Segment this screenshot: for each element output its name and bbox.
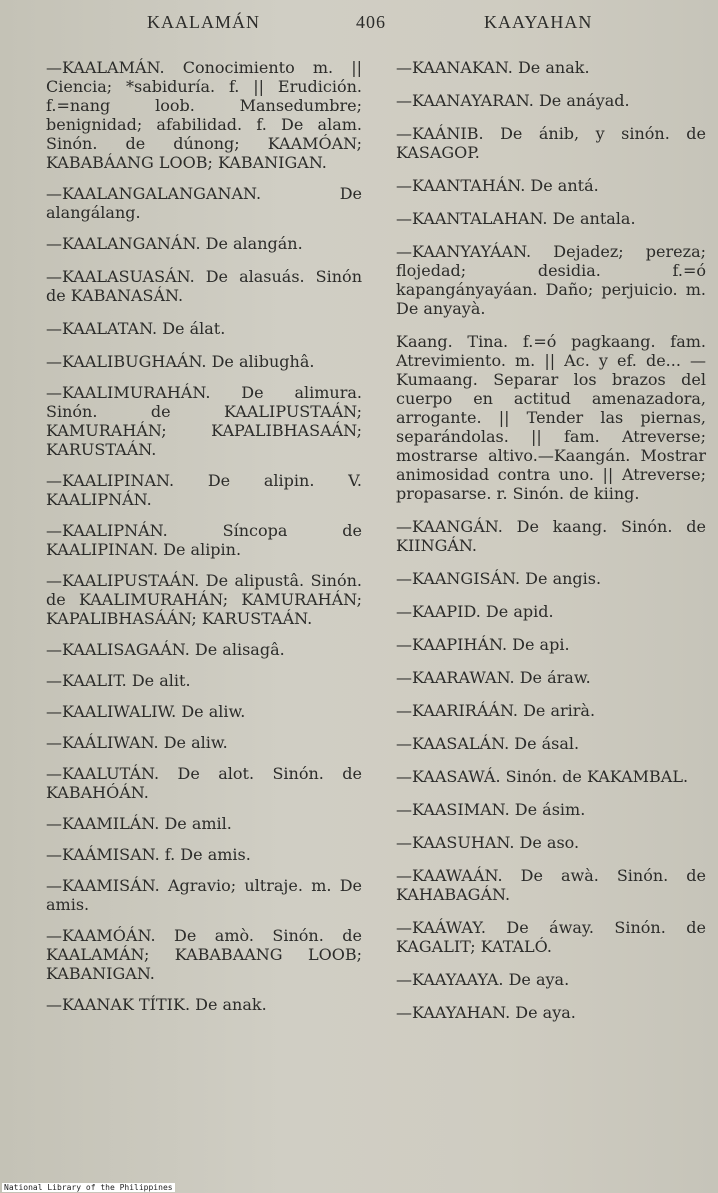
entry: —KAÁWAY. De áway. Sinón. de KAGALIT; KATALÓ. — [396, 918, 706, 956]
entry: —KAANYAYÁAN. Dejadez; pereza; flojedad; desidia. f.=ó kapangányayáan. Daño; perjuicio. m. De anyayà. — [396, 242, 706, 318]
library-footer: National Library of the Philippines — [4, 1183, 173, 1192]
entry: —KAARAWAN. De áraw. — [396, 668, 591, 687]
entry: —KAARIRÁÁN. De arirà. — [396, 701, 596, 720]
entry: —KAALIPNÁN. Síncopa de KAALIPINAN. De alipin. — [46, 521, 362, 559]
entry: —KAANAYARAN. De anáyad. — [396, 91, 630, 110]
entry: —KAALISAGAÁN. De alisagâ. — [46, 640, 285, 659]
header-left-word: KAALAMÁN — [147, 12, 260, 32]
entry: —KAASAWÁ. Sinón. de KAKAMBAL. — [396, 767, 689, 786]
entry: —KAALANGALANGANAN. De alangálang. — [46, 184, 362, 222]
entry: —KAAMISÁN. Agravio; ultraje. m. De amis. — [46, 876, 362, 914]
entry: —KAAPID. De apid. — [396, 602, 554, 621]
page-header — [0, 12, 718, 42]
entry: —KAASALÁN. De ásal. — [396, 734, 580, 753]
entry: —KAALIT. De alit. — [46, 671, 191, 690]
entry: —KAALAMÁN. Conocimiento m. || Ciencia; *sabiduría. f. || Erudición. f.=nang loob. Mansedumbre; benignidad; afabilidad. f. De alam. Sinón. de dúnong; KAAMÓAN; KABABÁANG LOOB; KABANIGAN. — [46, 58, 362, 172]
entry: —KAANAK TÍTIK. De anak. — [46, 995, 267, 1014]
entry: —KAÁMISAN. f. De amis. — [46, 845, 251, 864]
entry: —KAANAKAN. De anak. — [396, 58, 590, 77]
entry: —KAAPIHÁN. De api. — [396, 635, 570, 654]
entry: —KAÁLIWAN. De aliw. — [46, 733, 228, 752]
entry: —KAANTALAHAN. De antala. — [396, 209, 636, 228]
entry: —KAANTAHÁN. De antá. — [396, 176, 599, 195]
right-column — [396, 58, 706, 1022]
entry: Kaang. Tina. f.=ó pagkaang. fam. Atrevimiento. m. || Ac. y ef. de... —Kumaang. Separar los brazos del cuerpo en actitud amenazadora, arrogante. || Tender las piernas, separándolas. || fam. Atreverse; mostrarse altivo.—Kaangán. Mostrar animosidad contra uno. || Atreverse; propasarse. r. Sinón. de kiing. — [396, 332, 706, 503]
page-number: 406 — [356, 12, 386, 32]
entry: —KAALIBUGHAÁN. De alibughâ. — [46, 352, 315, 371]
entry: —KAALIPINAN. De alipin. V. KAALIPNÁN. — [46, 471, 362, 509]
entry: —KAAWAÁN. De awà. Sinón. de KAHABAGÁN. — [396, 866, 706, 904]
entry: —KAALANGANÁN. De alangán. — [46, 234, 303, 253]
header-right-word: KAAYAHAN — [484, 12, 593, 32]
entry: —KAASUHAN. De aso. — [396, 833, 580, 852]
entry: —KAALASUASÁN. De alasuás. Sinón de KABANASÁN. — [46, 267, 362, 305]
entry: —KAANGISÁN. De angis. — [396, 569, 602, 588]
entry: —KAALIWALIW. De aliw. — [46, 702, 246, 721]
entry: —KAAMÓÁN. De amò. Sinón. de KAALAMÁN; KABABAANG LOOB; KABANIGAN. — [46, 926, 362, 983]
entry: —KAAYAHAN. De aya. — [396, 1003, 576, 1022]
entry: —KAASIMAN. De ásim. — [396, 800, 586, 819]
entry: —KAANGÁN. De kaang. Sinón. de KIINGÁN. — [396, 517, 706, 555]
entry: —KAAMILÁN. De amil. — [46, 814, 232, 833]
entry: —KAALATAN. De álat. — [46, 319, 226, 338]
entry: —KAÁNIB. De ánib, y sinón. de KASAGOP. — [396, 124, 706, 162]
entry: —KAALUTÁN. De alot. Sinón. de KABAHÓÁN. — [46, 764, 362, 802]
entry: —KAALIMURAHÁN. De alimura. Sinón. de KAALIPUSTAÁN; KAMURAHÁN; KAPALIBHASAÁN; KARUSTAÁN. — [46, 383, 362, 459]
entry: —KAAYAAYA. De aya. — [396, 970, 570, 989]
entry: —KAALIPUSTAÁN. De alipustâ. Sinón. de KAALIMURAHÁN; KAMURAHÁN; KAPALIBHASÁÁN; KARUSTAÁN. — [46, 571, 362, 628]
left-column — [46, 58, 362, 1014]
